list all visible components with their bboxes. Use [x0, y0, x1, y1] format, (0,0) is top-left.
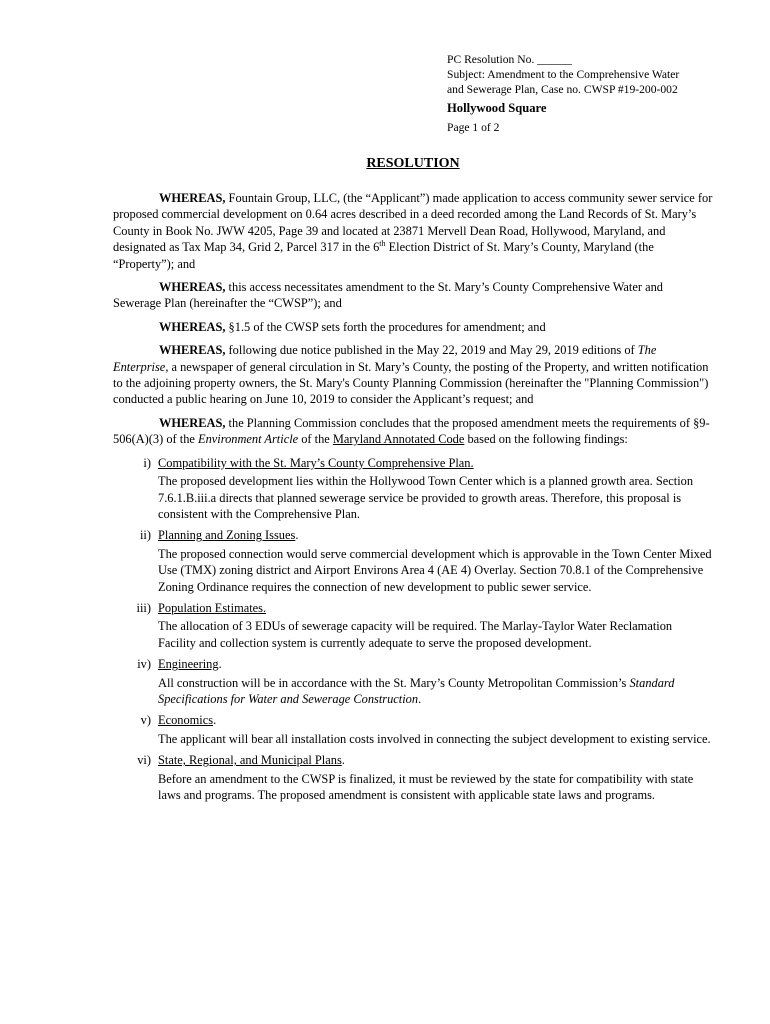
- finding-heading-text: State, Regional, and Municipal Plans: [158, 753, 342, 768]
- finding-text-part: All construction will be in accordance with the St. Mary’s County Metropolitan Commission’s: [158, 675, 630, 690]
- whereas-lead: WHEREAS,: [159, 280, 226, 295]
- subject-line-1: Subject: Amendment to the Comprehensive Water: [447, 68, 680, 82]
- whereas-lead: WHEREAS,: [159, 191, 226, 205]
- paragraph-text: §1.5 of the CWSP sets forth the procedures for amendment; and: [225, 319, 546, 334]
- finding-heading-text: Compatibility with the St. Mary’s County Comprehensive Plan.: [158, 455, 474, 470]
- page-number: Page 1 of 2: [447, 120, 500, 134]
- finding-text: The applicant will bear all installation costs involved in connecting the subject development to existing service.: [158, 731, 711, 746]
- paragraph-text: following due notice published in the May 22, 2019 and May 29, 2019 editions of: [225, 343, 638, 358]
- code-title: Maryland Annotated Code: [332, 432, 465, 447]
- finding-number: iv): [137, 657, 151, 672]
- whereas-lead: WHEREAS,: [159, 343, 226, 358]
- finding-text-part: .: [418, 691, 422, 706]
- findings-list: [113, 455, 713, 804]
- paragraph-text: based on the following findings:: [464, 432, 628, 447]
- whereas-paragraph-1: [113, 190, 713, 272]
- ordinal-superscript: th: [379, 239, 386, 249]
- finding-heading-text: Population Estimates.: [158, 600, 267, 615]
- newspaper-title: The Enterprise: [113, 343, 657, 374]
- document-title: RESOLUTION: [366, 156, 460, 171]
- finding-item: [113, 455, 713, 523]
- paragraph-text: Election District of St. Mary’s County, Maryland (the “Property”); and: [113, 240, 654, 271]
- finding-heading: [158, 656, 713, 672]
- paragraph-text: Fountain Group, LLC, (the “Applicant”) made application to access community sewer service for proposed commercial development on 0.64 acres described in a deed recorded among the Land Records of St. Mary’s County in Book No. JWW 4205, Page 39 and located at 23871 Mervell Dean Road, Hollywood, Maryland, and designated as Tax Map 34, Grid 2, Parcel 317 in the 6: [113, 191, 713, 255]
- whereas-paragraph-5: [113, 415, 713, 448]
- finding-heading-suffix: .: [341, 753, 345, 768]
- finding-number: vi): [137, 753, 151, 768]
- finding-number: ii): [139, 528, 151, 543]
- finding-number: i): [143, 455, 151, 470]
- whereas-paragraph-3: [113, 319, 713, 335]
- whereas-lead: WHEREAS,: [159, 319, 226, 334]
- finding-text: [158, 675, 713, 708]
- specification-title: Standard Specifications for Water and Sewerage Construction: [158, 675, 675, 706]
- finding-heading: [158, 752, 713, 768]
- paragraph-text: , a newspaper of general circulation in St. Mary’s County, the posting of the Property, and written notification to the adjoining property owners, the St. Mary's County Planning Commission (hereinafter the "Planning Commission") conducted a public hearing on June 10, 2019 to consider the Applicant’s request; and: [113, 359, 709, 407]
- paragraph-text: the Planning Commission concludes that the proposed amendment meets the requirements of §9-506(A)(3) of the: [113, 415, 710, 447]
- paragraph-text: of the: [298, 432, 333, 447]
- finding-heading: [158, 455, 713, 471]
- finding-item: [113, 527, 713, 595]
- finding-text: The proposed development lies within the Hollywood Town Center which is a planned growth area. Section 7.6.1.B.iii.a directs that planned sewerage service be provided to growth areas. Therefore, this proposal is consistent with the Comprehensive Plan.: [158, 474, 694, 521]
- finding-number: iii): [136, 600, 151, 615]
- finding-text: Before an amendment to the CWSP is finalized, it must be reviewed by the state for compatibility with state laws and programs. The proposed amendment is consistent with applicable state laws and programs.: [158, 771, 694, 802]
- finding-text: The allocation of 3 EDUs of sewerage capacity will be required. The Marlay-Taylor Water Reclamation Facility and collection system is currently adequate to serve the proposed development.: [158, 619, 673, 650]
- paragraph-text: this access necessitates amendment to the St. Mary’s County Comprehensive Water and Sewerage Plan (hereinafter the “CWSP”); and: [113, 280, 663, 311]
- subject-line-2: and Sewerage Plan, Case no. CWSP #19-200-002: [447, 83, 678, 97]
- resolution-number: PC Resolution No. ______: [447, 53, 572, 66]
- finding-item: [113, 656, 713, 707]
- finding-text: The proposed connection would serve commercial development which is approvable in the Town Center Mixed Use (TMX) zoning district and Airport Environs Area 4 (AE 4) Overlay. Section 70.8.1 of the Comprehensive Zoning Ordinance requires the connection of new development to public sewer service.: [158, 546, 712, 594]
- finding-heading-suffix: .: [213, 713, 217, 728]
- article-title: Environment Article: [198, 432, 299, 447]
- whereas-paragraph-2: [113, 279, 713, 312]
- finding-item: [113, 712, 713, 747]
- finding-heading-suffix: .: [295, 528, 299, 543]
- finding-heading: [158, 712, 713, 728]
- finding-item: [113, 600, 713, 651]
- finding-heading-text: Planning and Zoning Issues: [158, 528, 296, 543]
- finding-heading-text: Engineering: [158, 657, 219, 672]
- finding-heading-text: Economics: [158, 713, 214, 728]
- whereas-paragraph-4: [113, 342, 713, 408]
- finding-heading: [158, 527, 713, 543]
- resolution-body: [113, 190, 713, 808]
- document-header: [447, 52, 747, 135]
- whereas-lead: WHEREAS,: [159, 415, 226, 430]
- finding-heading: [158, 600, 713, 616]
- finding-item: [113, 752, 713, 803]
- finding-number: v): [140, 713, 151, 728]
- project-name: Hollywood Square: [447, 100, 547, 115]
- finding-heading-suffix: .: [218, 657, 222, 672]
